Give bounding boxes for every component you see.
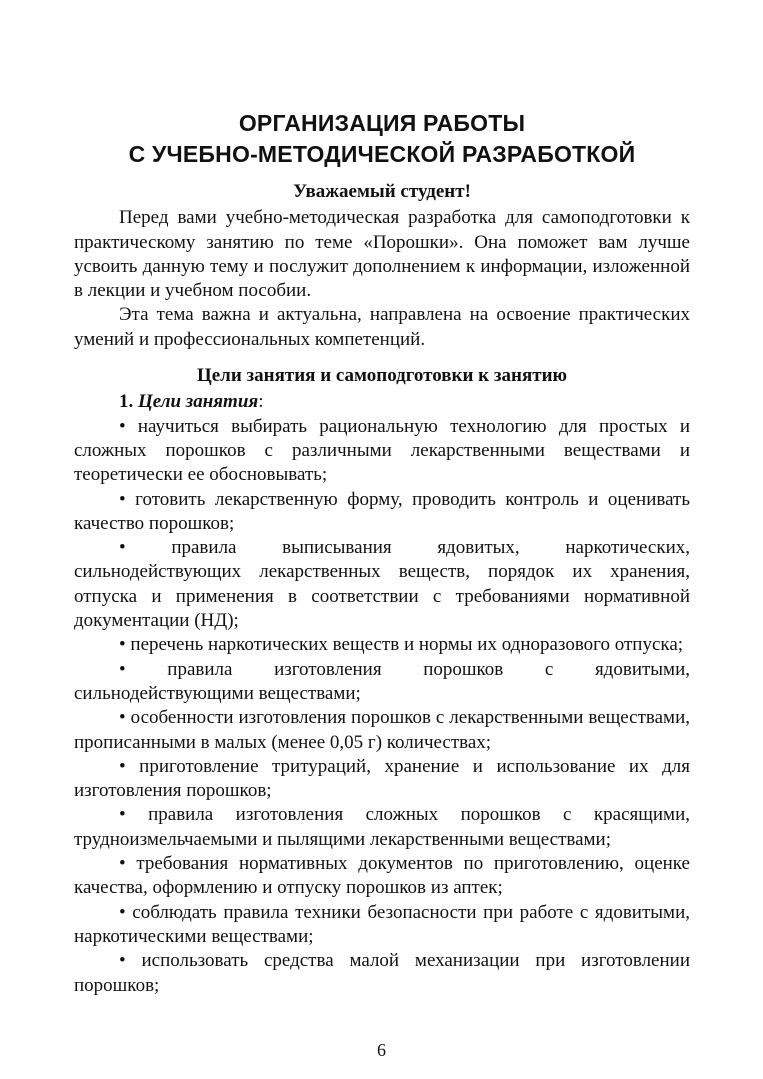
goal-item: • приготовление тритураций, хранение и использование их для изготовления порошков; — [74, 755, 690, 802]
title-line-2: С УЧЕБНО-МЕТОДИЧЕСКОЙ РАЗРАБОТКОЙ — [128, 141, 636, 167]
greeting: Уважаемый студент! — [293, 181, 471, 202]
goal-item: • перечень наркотических веществ и нормы их одноразового отпуска; — [119, 634, 684, 656]
goal-item: • научиться выбирать рациональную технологию для простых и сложных порошков с различными лекарственными веществами и теоретически ее обосновывать; — [74, 415, 690, 486]
page-title — [74, 108, 690, 170]
goal-item: • правила изготовления сложных порошков с красящими, трудноизмельчаемыми и пылящими лекарственными веществами; — [74, 804, 690, 850]
goal-item: • особенности изготовления порошков с лекарственными веществами, прописанными в малых (менее 0,05 г) количествах; — [74, 707, 690, 753]
goal-item: • готовить лекарственную форму, проводить контроль и оценивать качество порошков; — [74, 488, 690, 534]
intro-paragraph-1: Перед вами учебно-методическая разработка для самоподготовки к практическому занятию по теме «Порошки». Она поможет вам лучше усвоить данную тему и послужит дополнением к информации, изложенной в лекции и учебном пособии. — [74, 207, 690, 302]
goals-heading — [74, 390, 690, 414]
goals-list — [74, 415, 690, 998]
goals-label: Цели занятия — [138, 391, 259, 413]
goals-suffix: : — [258, 391, 264, 413]
goal-item: • использовать средства малой механизации при изготовлении порошков; — [74, 950, 690, 996]
goal-item: • правила выписывания ядовитых, наркотических, сильнодействующих лекарственных веществ, порядок их хранения, отпуска и применения в соответствии с требованиями нормативной документации (НД); — [74, 537, 690, 632]
page-number: 6 — [377, 1040, 386, 1060]
goal-item: • требования нормативных документов по приготовлению, оценке качества, оформлению и отпуску порошков из аптек; — [74, 853, 690, 899]
goal-item: • правила изготовления порошков с ядовитыми, сильнодействующими веществами; — [74, 658, 690, 704]
document-page — [74, 108, 690, 998]
intro-paragraph-2: Эта тема важна и актуальна, направлена на освоение практических умений и профессиональных компетенций. — [74, 304, 690, 350]
section-heading: Цели занятия и самоподготовки к занятию — [196, 365, 568, 387]
goal-item: • соблюдать правила техники безопасности при работе с ядовитыми, наркотическими веществами; — [74, 901, 690, 947]
title-line-1: ОРГАНИЗАЦИЯ РАБОТЫ — [238, 110, 526, 136]
goals-number: 1. — [119, 391, 134, 413]
